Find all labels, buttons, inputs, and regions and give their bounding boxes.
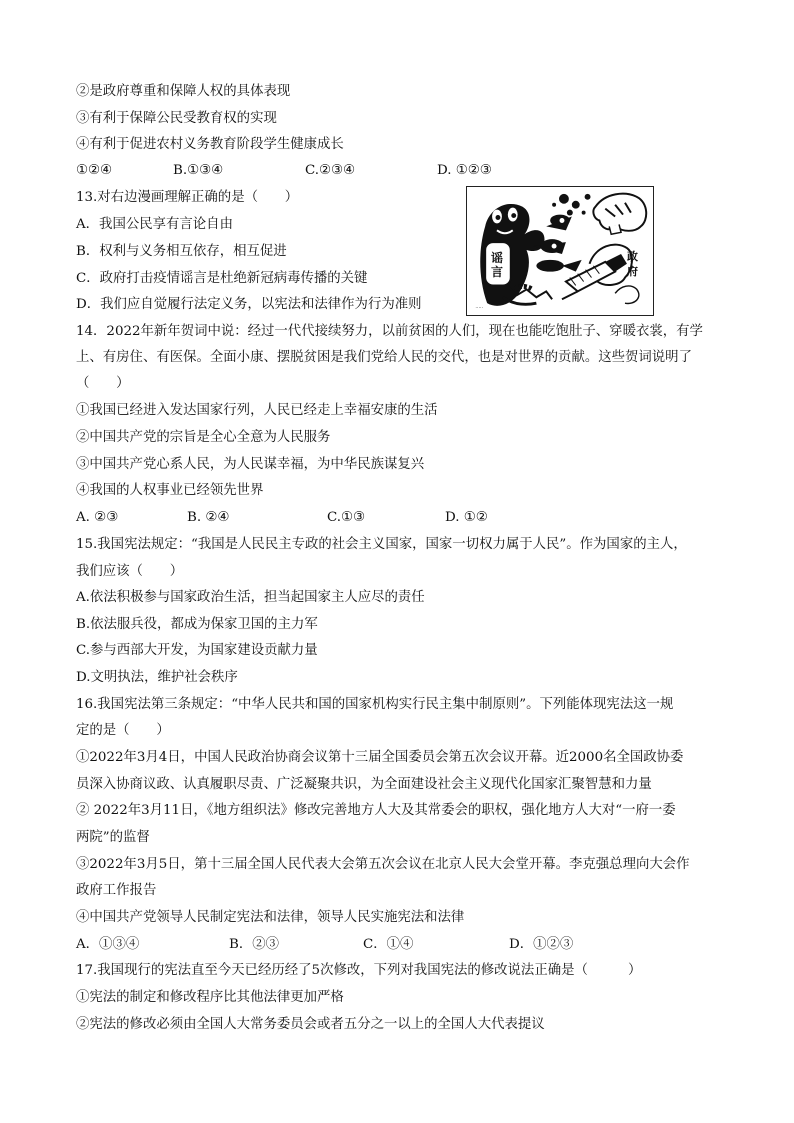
q15-option-c: C.参与西部大开发，为国家建设贡献力量 [76,643,318,658]
q12-option-a: ①②④ [76,163,113,178]
q14-item-4: ④我国的人权事业已经领先世界 [76,483,264,498]
q16-item-2a: ② 2022年3月11日，《地方组织法》修改完善地方人大及其常委会的职权，强化地方人大对“一府一委 [76,803,676,818]
q12-option-d: D. ①②③ [437,163,492,178]
q14-option-a: A. ②③ [76,510,119,525]
q16-item-4: ④中国共产党领导人民制定宪法和法律，领导人民实施宪法和法律 [76,910,465,925]
q13-stem: 13.对右边漫画理解正确的是（ ） [76,190,299,205]
q17-item-2: ②宪法的修改必须由全国人大常务委员会或者五分之一以上的全国人大代表提议 [76,1017,545,1032]
q12-option-c: C.②③④ [305,163,356,178]
q15-option-d: D.文明执法，维护社会秩序 [76,670,238,685]
q12-option-b: B.①③④ [173,163,224,178]
line-12-2: ②是政府尊重和保障人权的具体表现 [76,84,291,99]
q15-option-b: B.依法服兵役，都成为保家卫国的主力军 [76,617,318,632]
comic-image [466,186,654,316]
q15-stem-2: 我们应该（ ） [76,564,184,579]
comic-govt-label-2: 府 [627,265,638,278]
q16-option-a: A．①③④ [76,937,140,952]
q14-stem-3: （ ） [76,376,130,391]
q17-stem: 17.我国现行的宪法直至今天已经历经了5次修改，下列对我国宪法的修改说法正确是（ ） [76,963,642,978]
q14-option-c: C.①③ [327,510,366,525]
q16-stem-1: 16.我国宪法第三条规定：“中华人民共和国的国家机构实行民主集中制原则”。下列能体现宪法这一规 [76,697,674,712]
q14-stem-2: 上、有房住、有医保。全面小康、摆脱贫困是我们党给人民的交代，也是对世界的贡献。这些贺词说明了 [76,350,692,365]
q16-option-c: C．①④ [363,937,414,952]
svg-text:·····: ····· [475,305,484,312]
q16-item-1a: ①2022年3月4日，中国人民政治协商会议第十三届全国委员会第五次会议开幕。近2000名全国政协委 [76,750,684,765]
q16-option-d: D．①②③ [509,937,574,952]
q15-option-a: A.依法积极参与国家政治生活，担当起国家主人应尽的责任 [76,590,425,605]
q16-item-3b: 政府工作报告 [76,883,157,898]
q14-stem-1: 14．2022年新年贺词中说：经过一代代接续努力，以前贫困的人们，现在也能吃饱肚子、穿暖衣裳，有学 [76,324,703,339]
q16-item-2b: 两院”的监督 [76,830,150,845]
q14-item-3: ③中国共产党心系人民，为人民谋幸福，为中华民族谋复兴 [76,457,425,472]
q13-option-c: C．政府打击疫情谣言是杜绝新冠病毒传播的关键 [76,271,368,286]
q16-item-1b: 员深入协商议政、认真履职尽责、广泛凝聚共识，为全面建设社会主义现代化国家汇聚智慧和力量 [76,777,652,792]
comic-govt-label-1: 政 [627,250,638,263]
q14-item-2: ②中国共产党的宗旨是全心全意为人民服务 [76,430,331,445]
q13-option-a: A．我国公民享有言论自由 [76,217,233,232]
q13-option-d: D．我们应自觉履行法定义务，以宪法和法律作为行为准则 [76,297,422,312]
comic-rumor-label: 谣言 [490,251,503,279]
q13-option-b: B．权利与义务相互依存，相互促进 [76,244,287,259]
q16-option-b: B．②③ [229,937,280,952]
comic-govt-label [627,249,638,279]
q17-item-1: ①宪法的制定和修改程序比其他法律更加严格 [76,990,344,1005]
q16-item-3a: ③2022年3月5日，第十三届全国人民代表大会第五次会议在北京人民大会堂开幕。李克强总理向大会作 [76,857,690,872]
q14-option-d: D. ①② [445,510,488,525]
q14-item-1: ①我国已经进入发达国家行列，人民已经走上幸福安康的生活 [76,403,438,418]
line-12-4: ④有利于促进农村义务教育阶段学生健康成长 [76,137,344,152]
q16-stem-2: 定的是（ ） [76,723,170,738]
q15-stem-1: 15.我国宪法规定：“我国是人民民主专政的社会主义国家，国家一切权力属于人民”。作为国家的主人， [76,537,687,552]
q14-option-b: B. ②④ [187,510,230,525]
line-12-3: ③有利于保障公民受教育权的实现 [76,111,277,126]
